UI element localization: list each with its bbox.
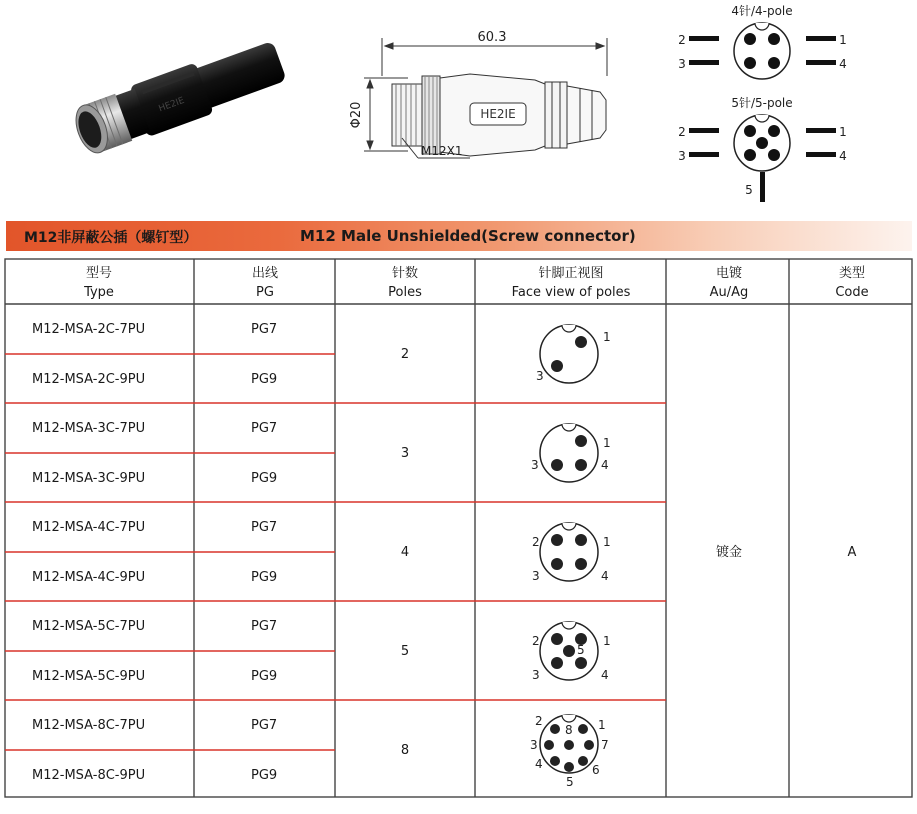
svg-text:3: 3 bbox=[532, 668, 540, 682]
svg-text:4: 4 bbox=[839, 57, 847, 71]
svg-text:1: 1 bbox=[603, 330, 611, 344]
face-view-2pole bbox=[536, 325, 611, 383]
face-view-4pole bbox=[532, 523, 611, 583]
header-pg-cn: 出线 bbox=[251, 266, 279, 281]
face-view-8pole bbox=[530, 714, 609, 789]
svg-text:3: 3 bbox=[536, 369, 544, 383]
table-row-type: M12-MSA-4C-9PU bbox=[32, 570, 146, 585]
table-row-pg: PG7 bbox=[251, 520, 278, 535]
svg-text:1: 1 bbox=[598, 718, 606, 732]
svg-text:HE2IE: HE2IE bbox=[157, 95, 186, 115]
table-row-type: M12-MSA-5C-7PU bbox=[32, 619, 146, 634]
header-face-view-en: Face view of poles bbox=[511, 285, 631, 300]
poles-value: 2 bbox=[400, 347, 410, 362]
table-row-pg: PG7 bbox=[251, 322, 278, 337]
table-row-type: M12-MSA-2C-9PU bbox=[32, 372, 146, 387]
diameter-dimension-text: Φ20 bbox=[349, 101, 364, 129]
banner-title-english: M12 Male Unshielded(Screw connector) bbox=[300, 227, 636, 245]
face-view-5pole bbox=[532, 622, 611, 682]
svg-text:8: 8 bbox=[565, 723, 573, 737]
product-illustration-area bbox=[0, 0, 917, 212]
svg-text:3: 3 bbox=[530, 738, 538, 752]
pole4-title: 4针/4-pole bbox=[731, 4, 793, 18]
svg-text:1: 1 bbox=[839, 125, 847, 139]
dimension-drawing bbox=[364, 38, 607, 158]
svg-text:4: 4 bbox=[535, 757, 543, 771]
table-row-type: M12-MSA-8C-9PU bbox=[32, 768, 146, 783]
poles-value: 8 bbox=[400, 743, 410, 758]
table-row-type: M12-MSA-3C-9PU bbox=[32, 471, 146, 486]
table-row-type: M12-MSA-3C-7PU bbox=[32, 421, 146, 436]
svg-text:1: 1 bbox=[603, 634, 611, 648]
svg-text:2: 2 bbox=[678, 33, 686, 47]
wiring-diagram-4pole bbox=[678, 3, 847, 79]
header-poles-en: Poles bbox=[388, 285, 422, 300]
svg-text:2: 2 bbox=[532, 634, 540, 648]
header-code-cn: 类型 bbox=[838, 266, 866, 281]
table-row-type: M12-MSA-5C-9PU bbox=[32, 669, 146, 684]
table-row-type: M12-MSA-4C-7PU bbox=[32, 520, 146, 535]
svg-text:4: 4 bbox=[601, 569, 609, 583]
svg-text:1: 1 bbox=[839, 33, 847, 47]
face-view-3pole bbox=[531, 424, 611, 482]
banner-title-chinese: M12非屏蔽公插（螺钉型） bbox=[24, 230, 198, 246]
header-type-en: Type bbox=[84, 285, 114, 300]
header-plating-en: Au/Ag bbox=[709, 285, 749, 300]
wiring-diagram-5pole bbox=[678, 95, 847, 202]
plating-value: 镀金 bbox=[715, 545, 743, 560]
table-row-type: M12-MSA-8C-7PU bbox=[32, 718, 146, 733]
svg-text:3: 3 bbox=[678, 149, 686, 163]
poles-value: 4 bbox=[400, 545, 410, 560]
header-pg-en: PG bbox=[256, 285, 274, 300]
section-banner bbox=[6, 221, 912, 251]
table-row-pg: PG7 bbox=[251, 718, 278, 733]
svg-text:5: 5 bbox=[577, 643, 585, 657]
svg-text:6: 6 bbox=[592, 763, 600, 777]
table-row-pg: PG7 bbox=[251, 619, 278, 634]
svg-text:3: 3 bbox=[531, 458, 539, 472]
svg-text:5: 5 bbox=[745, 183, 753, 197]
header-poles-cn: 针数 bbox=[391, 266, 419, 281]
poles-value: 3 bbox=[400, 446, 410, 461]
svg-text:2: 2 bbox=[532, 535, 540, 549]
header-face-view-cn: 针脚正视图 bbox=[538, 266, 604, 281]
svg-text:4: 4 bbox=[601, 458, 609, 472]
table-row-type: M12-MSA-2C-7PU bbox=[32, 322, 146, 337]
svg-text:4: 4 bbox=[839, 149, 847, 163]
code-value: A bbox=[847, 545, 857, 560]
table-row-pg: PG9 bbox=[251, 471, 278, 486]
svg-text:7: 7 bbox=[601, 738, 609, 752]
drawing-logo-text: HE2IE bbox=[480, 107, 516, 121]
table-row-pg: PG9 bbox=[251, 570, 278, 585]
svg-text:1: 1 bbox=[603, 535, 611, 549]
svg-text:3: 3 bbox=[532, 569, 540, 583]
length-dimension-text: 60.3 bbox=[477, 30, 507, 45]
header-plating-cn: 电镀 bbox=[715, 266, 743, 281]
svg-text:2: 2 bbox=[678, 125, 686, 139]
svg-text:2: 2 bbox=[535, 714, 543, 728]
svg-text:5: 5 bbox=[566, 775, 574, 789]
poles-value: 5 bbox=[400, 644, 410, 659]
svg-text:4: 4 bbox=[601, 668, 609, 682]
table-row-pg: PG7 bbox=[251, 421, 278, 436]
header-code-en: Code bbox=[835, 285, 869, 300]
svg-text:1: 1 bbox=[603, 436, 611, 450]
table-row-pg: PG9 bbox=[251, 768, 278, 783]
pole5-title: 5针/5-pole bbox=[731, 96, 793, 110]
table-row-pg: PG9 bbox=[251, 669, 278, 684]
thread-size-text: M12X1 bbox=[421, 144, 463, 158]
header-type-cn: 型号 bbox=[85, 266, 113, 281]
spec-table bbox=[4, 258, 913, 798]
table-row-pg: PG9 bbox=[251, 372, 278, 387]
svg-text:3: 3 bbox=[678, 57, 686, 71]
connector-photo bbox=[69, 35, 289, 159]
